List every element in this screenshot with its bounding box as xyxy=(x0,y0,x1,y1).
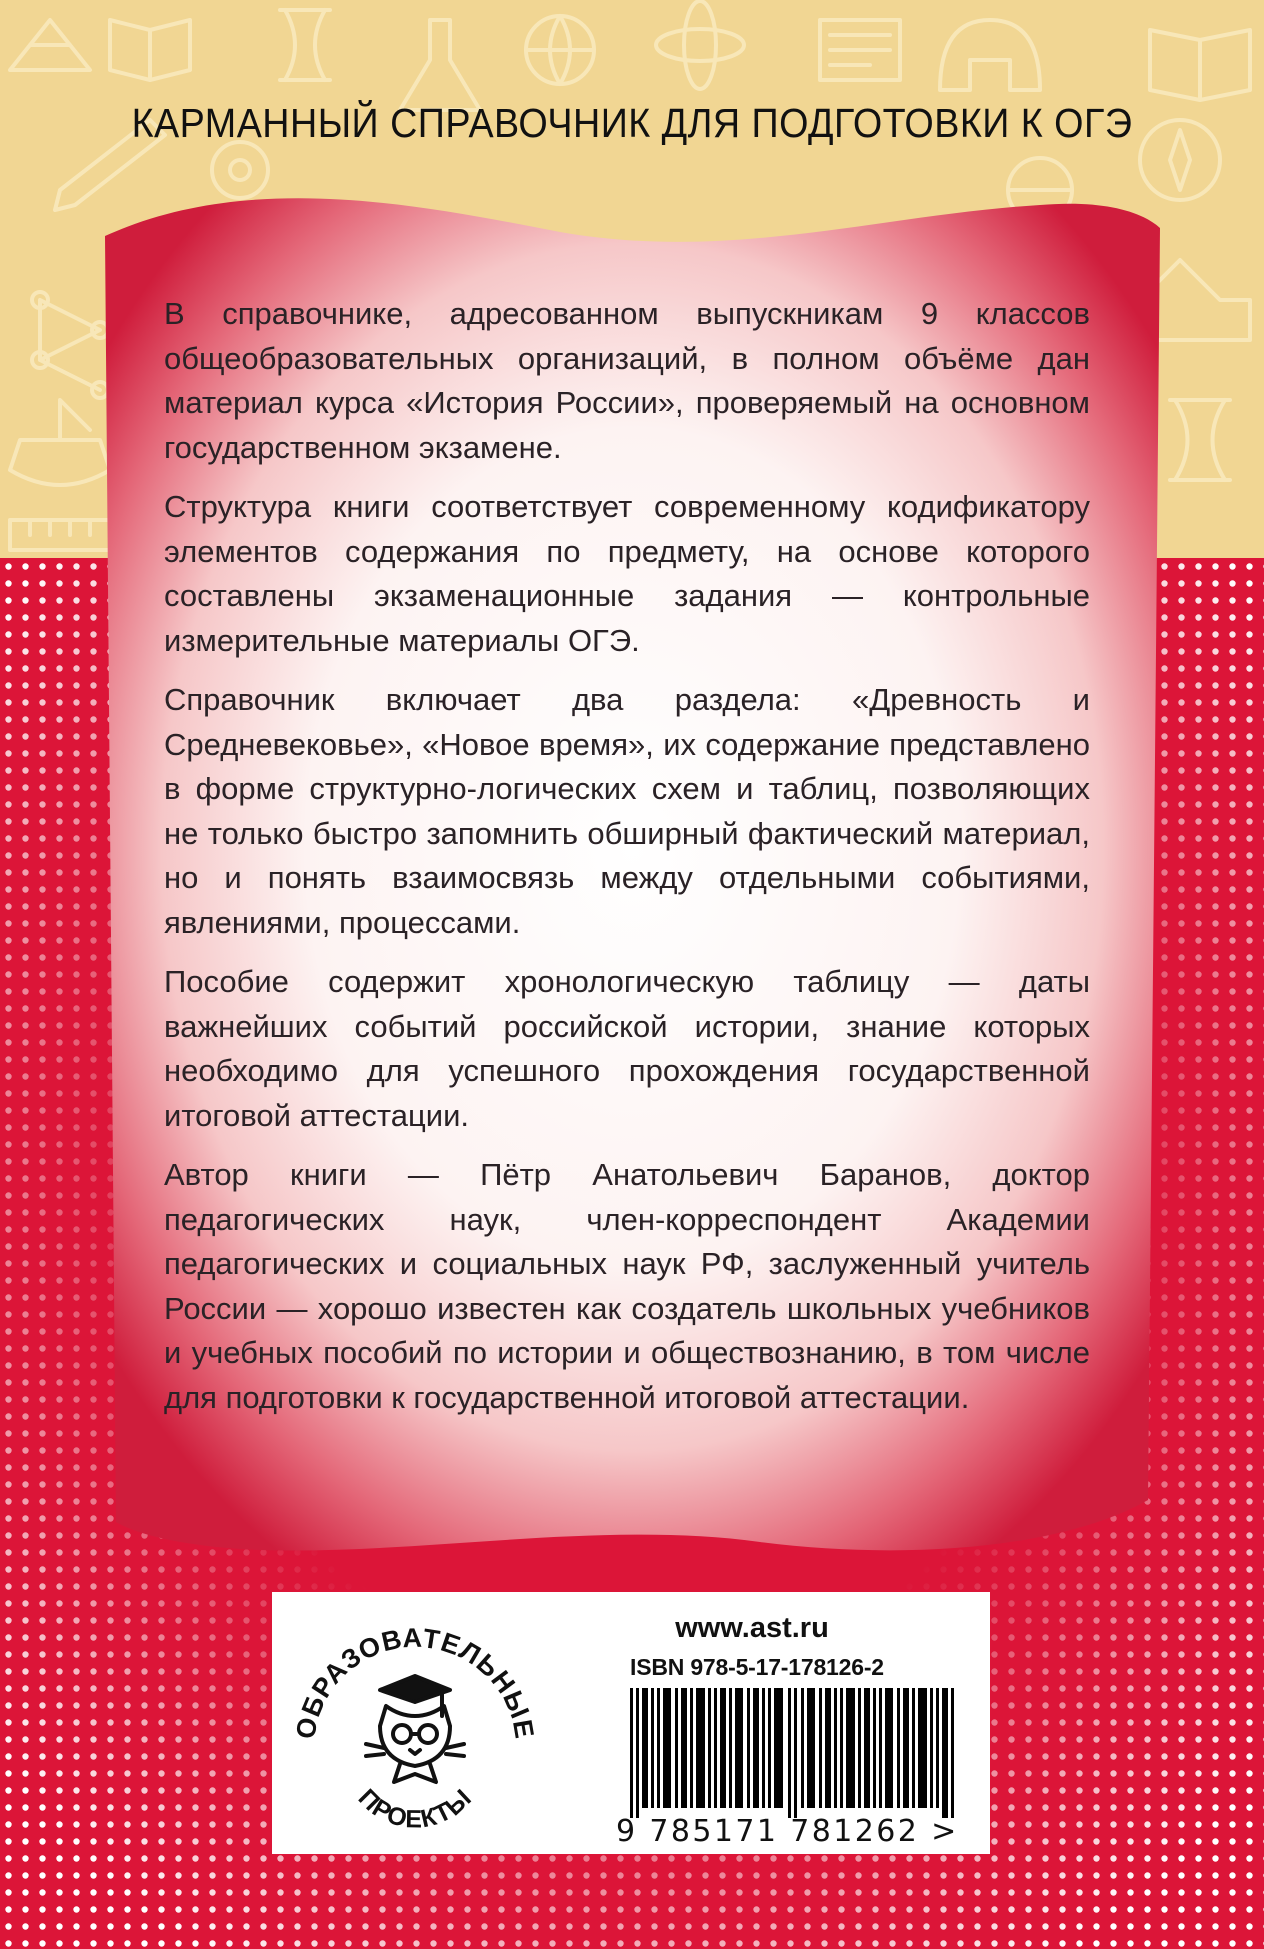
barcode xyxy=(630,1688,960,1818)
annotation-text xyxy=(164,292,1090,1435)
logo-arc-top-text: ОБРАЗОВАТЕЛЬНЫЕ xyxy=(290,1622,540,1742)
cat-graduate-icon xyxy=(366,1676,464,1782)
svg-text:ПРОЕКТЫ xyxy=(353,1783,478,1833)
isbn-label: ISBN 978-5-17-178126-2 xyxy=(630,1654,884,1680)
blurb-paragraph-4: Пособие содержит хронологическую таблицу — даты важнейших событий российской истории, знание которых необходимо для успешного прохождения государственной итоговой аттестации. xyxy=(164,964,1090,1133)
series-title: КАРМАННЫЙ СПРАВОЧНИК ДЛЯ ПОДГОТОВКИ К ОГЭ xyxy=(131,100,1133,146)
logo-arc-bottom-text: ПРОЕКТЫ xyxy=(352,1783,478,1834)
publisher-logo xyxy=(284,1598,546,1848)
barcode-digits: 9 785171 781262 > xyxy=(616,1814,959,1849)
publisher-website: www.ast.ru xyxy=(675,1612,829,1644)
publisher-info-box xyxy=(272,1592,990,1854)
blurb-paragraph-1: В справочнике, адресованном выпускникам 9 классов общеобразовательных организаций, в полном объёме дан материал курса «История России», проверяемый на основном государственном экзамене. xyxy=(164,296,1090,465)
blurb-paragraph-2: Структура книги соответствует современному кодификатору элементов содержания по предмету, на основе которого составлены экзаменационные задания — контрольные измерительные материалы ОГЭ. xyxy=(164,489,1090,658)
blurb-paragraph-5: Автор книги — Пётр Анатольевич Баранов, доктор педагогических наук, член-корреспондент Академии педагогических и социальных наук РФ, заслуженный учитель России — хорошо известен как создатель школьных учебников и учебных пособий по истории и обществознанию, в том числе для подготовки к государственной итоговой аттестации. xyxy=(164,1157,1090,1415)
blurb-paragraph-3: Справочник включает два раздела: «Древность и Средневековье», «Новое время», их содержание представлено в форме структурно-логических схем и таблиц, позволяющих не только быстро запомнить обширный фактический материал, но и понять взаимосвязь между отдельными событиями, явлениями, процессами. xyxy=(164,682,1090,940)
